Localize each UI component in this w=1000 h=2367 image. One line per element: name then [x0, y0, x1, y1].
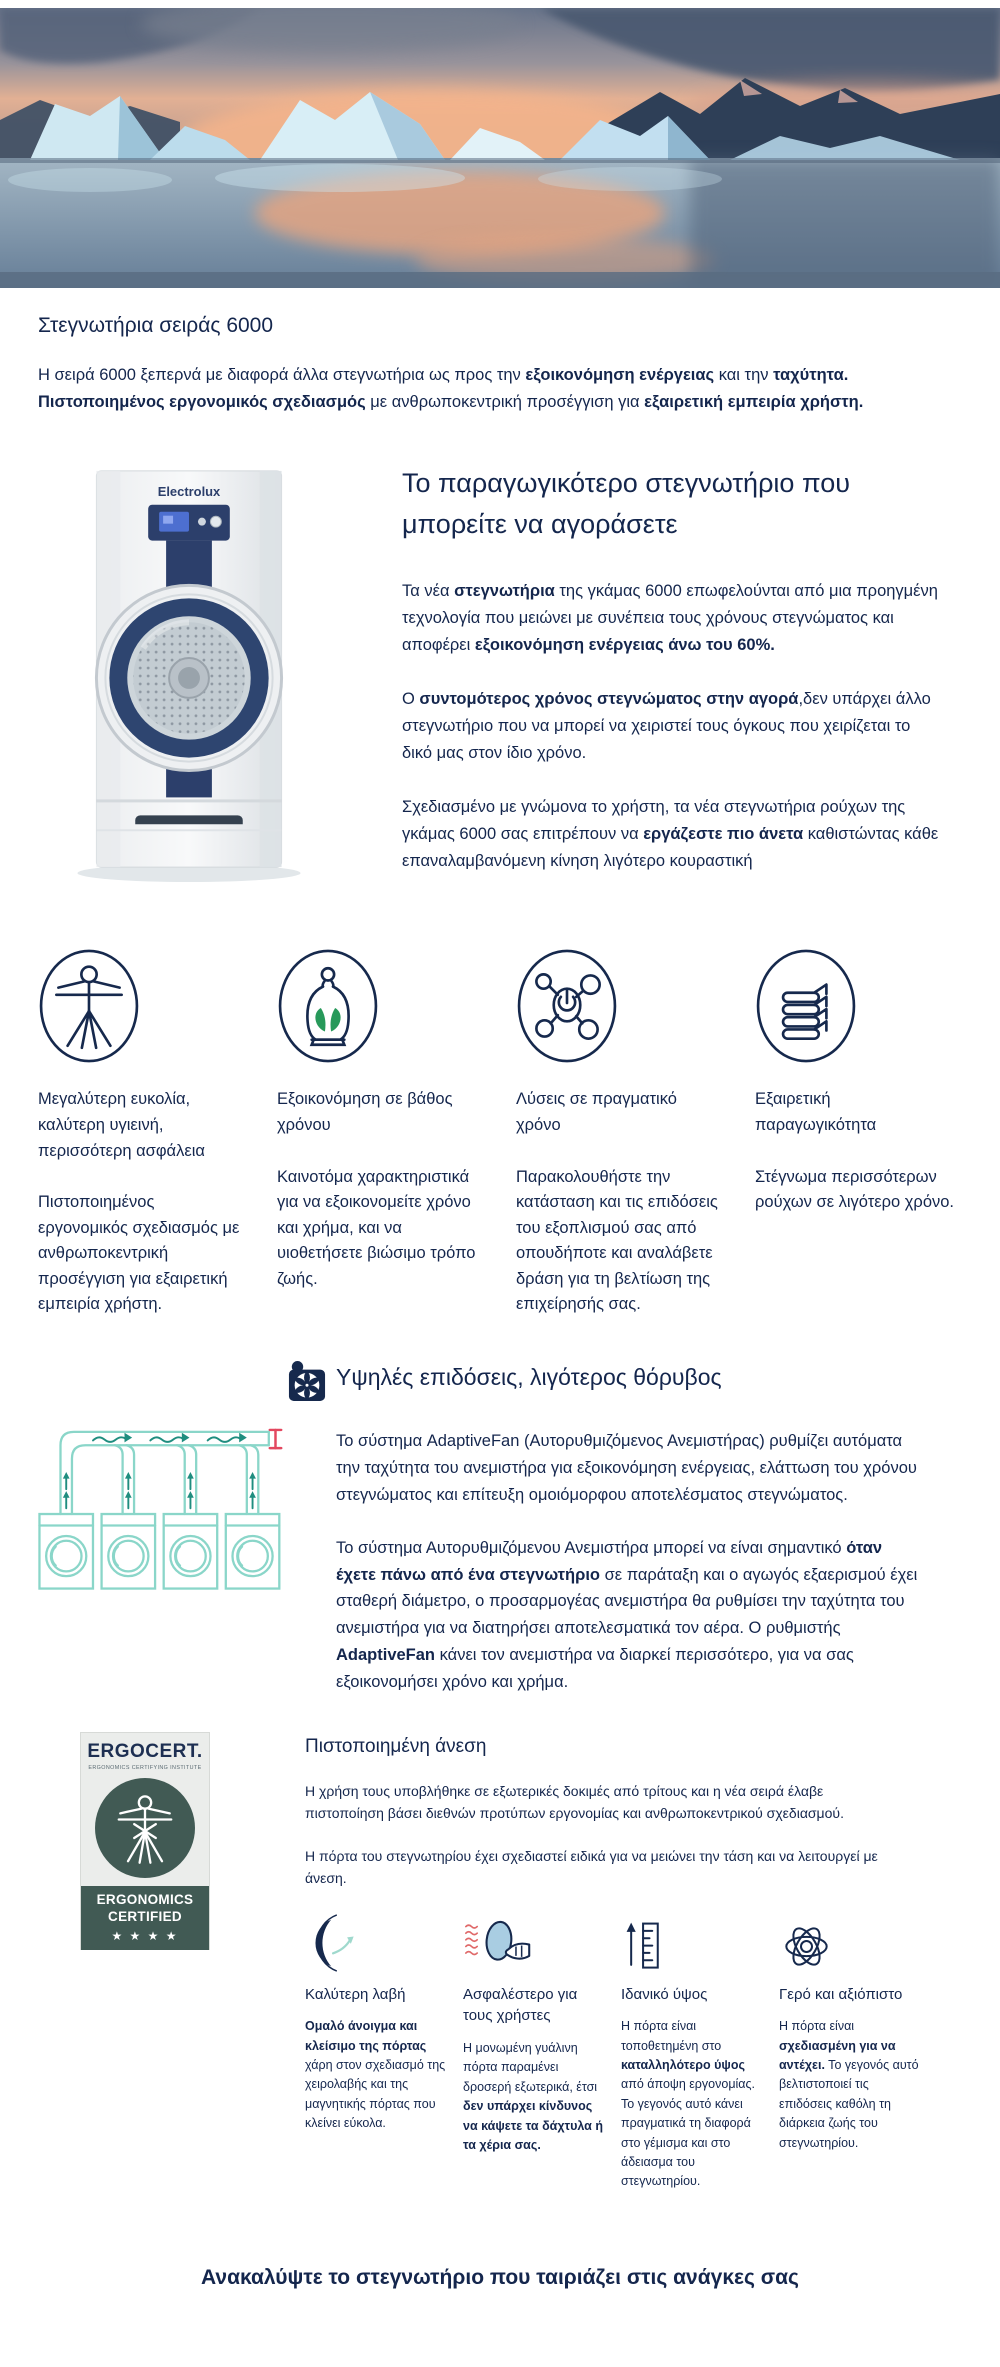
- page-title: Στεγνωτήρια σειράς 6000: [38, 314, 274, 337]
- features-row: [0, 947, 1000, 1318]
- door-handle-icon: [305, 1912, 363, 1974]
- adaptive-fan-icon: [288, 1360, 326, 1402]
- ergocert-stars: ★ ★ ★ ★: [111, 1928, 179, 1943]
- stacked-dryers-duct-illustration: [28, 1394, 286, 1592]
- leaf-cloche-icon: [277, 947, 379, 1065]
- performance-paragraph-2: Το σύστημα Αυτορυθμιζόμενου Ανεμιστήρα μπορεί να είναι σημαντικό όταν έχετε πάνω από ένα στεγνωτήριο σε παράταξη και ο αγωγός εξαερισμού έχει σταθερή διάμετρο, ο προσαρμογέας ανεμιστήρα θα ρυθμίσει την ταχύτητα του ανεμιστήρα για να διατηρήσει αποτελεσματικά τον αέρα. Ο ρυθμιστής AdaptiveFan κάνει τον ανεμιστήρα να διαρκεί περισσότερο, για να σας εξοικονομήσει χρόνο και χρήμα.: [336, 1538, 918, 1692]
- electrolux-logo: Electrolux: [157, 484, 221, 500]
- duct-diagram: [0, 1362, 288, 1696]
- door-feature-body: Ομαλό άνοιγμα και κλείσιμο της πόρτας χάρη στον σχεδιασμό της χειρολαβής και της μαγνητικής πόρτας που κλείνει εύκολα.: [305, 2019, 446, 2131]
- feature-title: Εξαιρετική παραγωγικότητα: [755, 1090, 877, 1135]
- door-feature-durable: [779, 1910, 921, 2192]
- linens-stack-icon: [755, 947, 857, 1065]
- performance-heading: Υψηλές επιδόσεις, λιγότερος θόρυβος: [336, 1363, 722, 1390]
- cta-section: [0, 2266, 1000, 2320]
- feature-card-savings: [277, 947, 484, 1318]
- duct-end-marker: [270, 1430, 281, 1448]
- intro-section: [0, 314, 1000, 415]
- door-feature-title: Γερό και αξιόπιστο: [779, 1985, 903, 2003]
- door-feature-body: Η μονωμένη γυάλινη πόρτα παραμένει δροσερή εξωτερικά, έτσι δεν υπάρχει κίνδυνος να κάψετε τα δάχτυλα ή τα χέρια σας.: [463, 2041, 603, 2152]
- feature-desc: Πιστοποιημένος εργονομικός σχεδιασμός με ανθρωποκεντρική προσέγγιση για εξαιρετική εμπειρία χρήστη.: [38, 1193, 240, 1314]
- product-paragraph-2: Ο συντομότερος χρόνος στεγνώματος στην αγορά,δεν υπάρχει άλλο στεγνωτήριο που να μπορεί να χειριστεί τους όγκους που χειρίζεται το δικό μας στον ίδιο χρόνο.: [402, 690, 931, 762]
- feature-card-realtime: [516, 947, 723, 1318]
- realtime-network-icon: [516, 947, 618, 1065]
- certified-heading: Πιστοποιημένη άνεση: [305, 1735, 487, 1757]
- durable-knot-icon: [779, 1919, 834, 1974]
- product-heading: Το παραγωγικότερο στεγνωτήριο που μπορείτε να αγοράσετε: [402, 468, 850, 539]
- feature-title: Λύσεις σε πραγματικό χρόνο: [516, 1090, 677, 1135]
- feature-title: Μεγαλύτερη ευκολία, καλύτερη υγιεινή, περισσότερη ασφάλεια: [38, 1090, 205, 1160]
- performance-paragraph-1: Το σύστημα AdaptiveFan (Αυτορυθμιζόμενος Ανεμιστήρας) ρυθμίζει αυτόματα την ταχύτητα του ανεμιστήρα για εξοικονόμηση ενέργειας, ελάττωση του χρόνου στεγνώματος και επίτευξη ομοιόμορφου αποτελέσματος στεγνώματος.: [336, 1431, 917, 1504]
- product-paragraph-3: Σχεδιασμένο με γνώμονα το χρήστη, τα νέα στεγνωτήρια ρούχων της γκάμας 6000 σας επιτρέπουν να εργάζεστε πιο άνετα καθιστώντας κάθε επαναλαμβανόμενη κίνηση λιγότερο κουραστική: [402, 797, 939, 870]
- feature-card-productivity: [755, 947, 962, 1318]
- door-feature-safety: [463, 1910, 605, 2192]
- door-feature-body: Η πόρτα είναι τοποθετημένη στο καταλληλότερο ύψος από άποψη εργονομίας. Το γεγονός αυτό κάνει πραγματικά τη διαφορά στο γέμισμα και στο άδειασμα του στεγνωτηρίου.: [621, 2019, 756, 2189]
- feature-card-ergonomics: [38, 947, 245, 1318]
- certified-copy: [305, 1732, 921, 2192]
- product-copy: [402, 449, 942, 901]
- dryer-product-image: [38, 449, 340, 901]
- door-features: [305, 1910, 921, 2192]
- glacier-lagoon-illustration: [0, 8, 1000, 288]
- door-feature-title: Ασφαλέστερο για τους χρήστες: [463, 1985, 578, 2025]
- performance-section: [0, 1362, 1000, 1696]
- vitruvian-man-icon: [38, 947, 140, 1065]
- certified-paragraph-1: Η χρήση τους υποβλήθηκε σε εξωτερικές δοκιμές από τρίτους και η νέα σειρά έλαβε πιστοποίηση βάσει διεθνών προτύπων εργονομίας και ανθρωποκεντρικού σχεδιασμού.: [305, 1782, 844, 1822]
- ergocert-badge: [80, 1732, 210, 1950]
- feature-desc: Παρακολουθήστε την κατάσταση και τις επιδόσεις του εξοπλισμού σας από οπουδήποτε και αναλάβετε δράση για τη βελτίωση της επιχείρησής σας.: [516, 1167, 718, 1314]
- feature-desc: Καινοτόμα χαρακτηριστικά για να εξοικονομείτε χρόνο και χρήμα, και να υιοθετήσετε βιώσιμο τρόπο ζωής.: [277, 1167, 476, 1288]
- door-feature-title: Καλύτερη λαβή: [305, 1985, 406, 2003]
- door-feature-handle: [305, 1910, 447, 2192]
- ergocert-institute: ERGONOMICS CERTIFYING INSTITUTE: [88, 1764, 202, 1771]
- performance-copy: [288, 1362, 1000, 1696]
- cool-door-icon: [463, 1917, 533, 1974]
- product-section: [0, 449, 1000, 901]
- feature-desc: Στέγνωμα περισσότερων ρούχων σε λιγότερο χρόνο.: [755, 1167, 955, 1212]
- ideal-height-icon: [621, 1919, 667, 1974]
- feature-title: Εξοικονόμηση σε βάθος χρόνου: [277, 1090, 453, 1135]
- product-paragraph-1: Τα νέα στεγνωτήρια της γκάμας 6000 επωφελούνται από μια προηγμένη τεχνολογία που μειώνει με συνέπεια τους χρόνους στεγνώματος και αποφέρει εξοικονόμηση ενέργειας άνω του 60%.: [402, 582, 938, 655]
- intro-paragraph: Η σειρά 6000 ξεπερνά με διαφορά άλλα στεγνωτήρια ως προς την εξοικονόμηση ενέργειας και την ταχύτητα. Πιστοποιημένος εργονομικός σχεδιασμός με ανθρωποκεντρική προσέγγιση για εξαιρετική εμπειρία χρήστη.: [38, 366, 864, 411]
- ergocert-name: ERGOCERT.: [87, 1740, 203, 1762]
- ergocert-vitruvian-icon: [95, 1778, 195, 1878]
- tumble-dryer-illustration: [48, 449, 330, 887]
- certified-paragraph-2: Η πόρτα του στεγνωτηρίου έχει σχεδιαστεί ειδικά για να μειώνει την τάση και να λειτουργεί με άνεση.: [305, 1847, 878, 1887]
- door-feature-body: Η πόρτα είναι σχεδιασμένη για να αντέχει. Το γεγονός αυτό βελτιστοποιεί τις επιδόσεις καθόλη τη διάρκεια ζωής του στεγνωτηρίου.: [779, 2019, 919, 2150]
- door-feature-title: Ιδανικό ύψος: [621, 1985, 708, 2003]
- cta-heading: Ανακαλύψτε το στεγνωτήριο που ταιριάζει στις ανάγκες σας: [201, 2265, 799, 2289]
- door-feature-height: [621, 1910, 763, 2192]
- ergocert-footer: ERGONOMICS CERTIFIED ★ ★ ★ ★: [81, 1886, 209, 1950]
- certified-section: [0, 1732, 1000, 2192]
- hero-image: [0, 8, 1000, 288]
